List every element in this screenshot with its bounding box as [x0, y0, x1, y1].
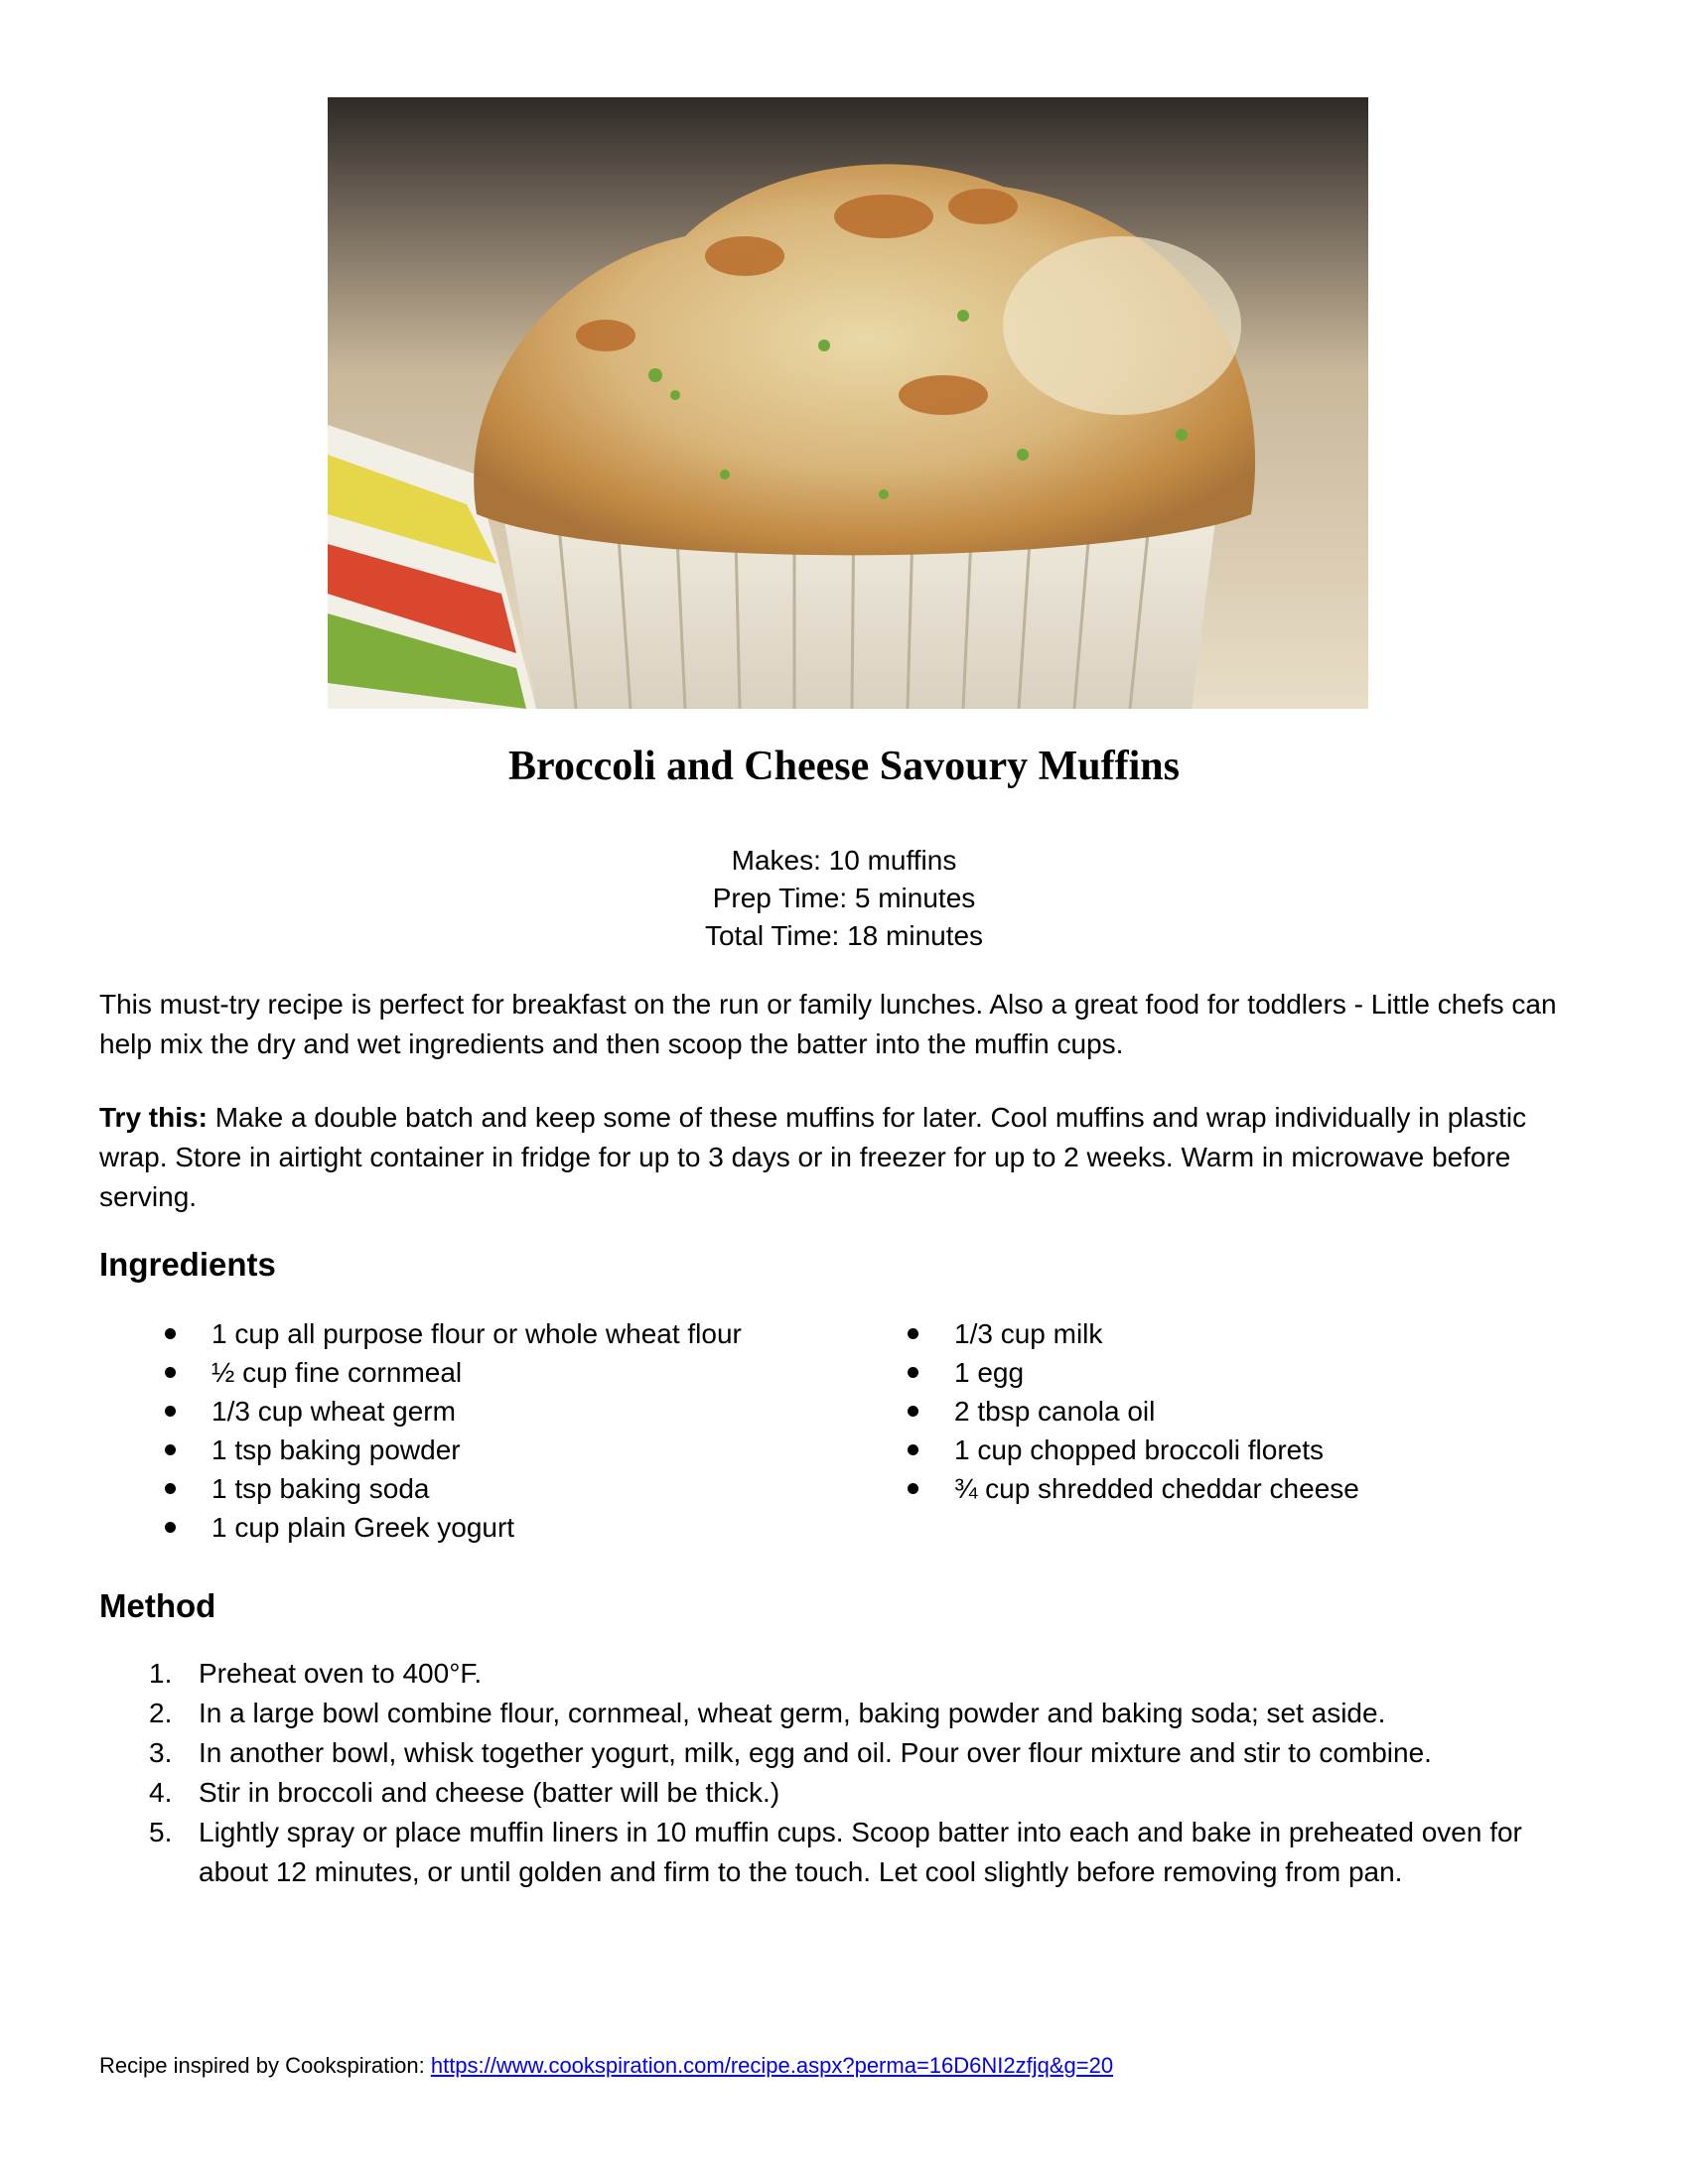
source-link[interactable]: https://www.cookspiration.com/recipe.aspx?perma=16D6NI2zfjq&g=20 [430, 2053, 1114, 2078]
bullet-icon [165, 1483, 176, 1494]
ingredients-list-left [99, 1314, 742, 1547]
tip-label: Try this: [99, 1102, 208, 1133]
method-steps [99, 1654, 1569, 1892]
recipe-title: Broccoli and Cheese Savoury Muffins [508, 744, 1180, 789]
bullet-icon [165, 1522, 176, 1533]
method-step: 1. Preheat oven to 400°F. [149, 1658, 483, 1689]
list-item: 1 cup all purpose flour or whole wheat flour [99, 1314, 742, 1353]
list-item: ½ cup fine cornmeal [99, 1353, 742, 1392]
list-item: 1 tsp baking powder [99, 1431, 742, 1469]
makes-text: Makes: 10 muffins [731, 845, 957, 876]
muffin-photo [328, 97, 1368, 709]
list-item: 1 cup plain Greek yogurt [99, 1508, 742, 1547]
list-item: ¾ cup shredded cheddar cheese [842, 1469, 1359, 1508]
source-footer [99, 2051, 1113, 2081]
ingredients-list-right [842, 1314, 1359, 1508]
ingredients-heading: Ingredients [99, 1246, 276, 1283]
list-item: 1/3 cup wheat germ [99, 1392, 742, 1431]
bullet-icon [165, 1444, 176, 1455]
tip-text: Make a double batch and keep some of these muffins for later. Cool muffins and wrap individually in plastic wrap. Store in airtight container in fridge for up to 3 days or in freezer for up to 2 weeks. Warm in microwave before serving. [99, 1102, 1527, 1212]
list-item: 1 cup chopped broccoli florets [842, 1431, 1359, 1469]
method-step: 5. Lightly spray or place muffin liners in 10 muffin cups. Scoop batter into each and bake in preheated oven for about 12 minutes, or until golden and firm to the touch. Let cool slightly before removing from pan. [149, 1817, 1522, 1887]
total-time-text: Total Time: 18 minutes [704, 920, 984, 951]
list-item: 1 tsp baking soda [99, 1469, 742, 1508]
bullet-icon [908, 1328, 918, 1339]
list-item: 1/3 cup milk [842, 1314, 1359, 1353]
bullet-icon [908, 1406, 918, 1417]
list-item: 1 egg [842, 1353, 1359, 1392]
bullet-icon [165, 1367, 176, 1378]
list-item: 2 tbsp canola oil [842, 1392, 1359, 1431]
method-step: 4. Stir in broccoli and cheese (batter will be thick.) [149, 1777, 780, 1808]
bullet-icon [165, 1406, 176, 1417]
recipe-meta [0, 842, 1688, 955]
bullet-icon [165, 1328, 176, 1339]
intro-paragraph: This must-try recipe is perfect for breakfast on the run or family lunches. Also a great food for toddlers - Little chefs can help mix the dry and wet ingredients and then scoop the batter into the muffin cups. [99, 989, 1557, 1059]
bullet-icon [908, 1367, 918, 1378]
method-step: 3. In another bowl, whisk together yogurt, milk, egg and oil. Pour over flour mixture and stir to combine. [149, 1737, 1432, 1768]
tip-paragraph [99, 1098, 1589, 1217]
method-heading: Method [99, 1587, 216, 1624]
bullet-icon [908, 1444, 918, 1455]
footer-prefix: Recipe inspired by Cookspiration: [99, 2053, 431, 2078]
bullet-icon [908, 1483, 918, 1494]
method-step: 2. In a large bowl combine flour, cornmeal, wheat germ, baking powder and baking soda; set aside. [149, 1698, 1386, 1728]
prep-time-text: Prep Time: 5 minutes [712, 883, 976, 913]
